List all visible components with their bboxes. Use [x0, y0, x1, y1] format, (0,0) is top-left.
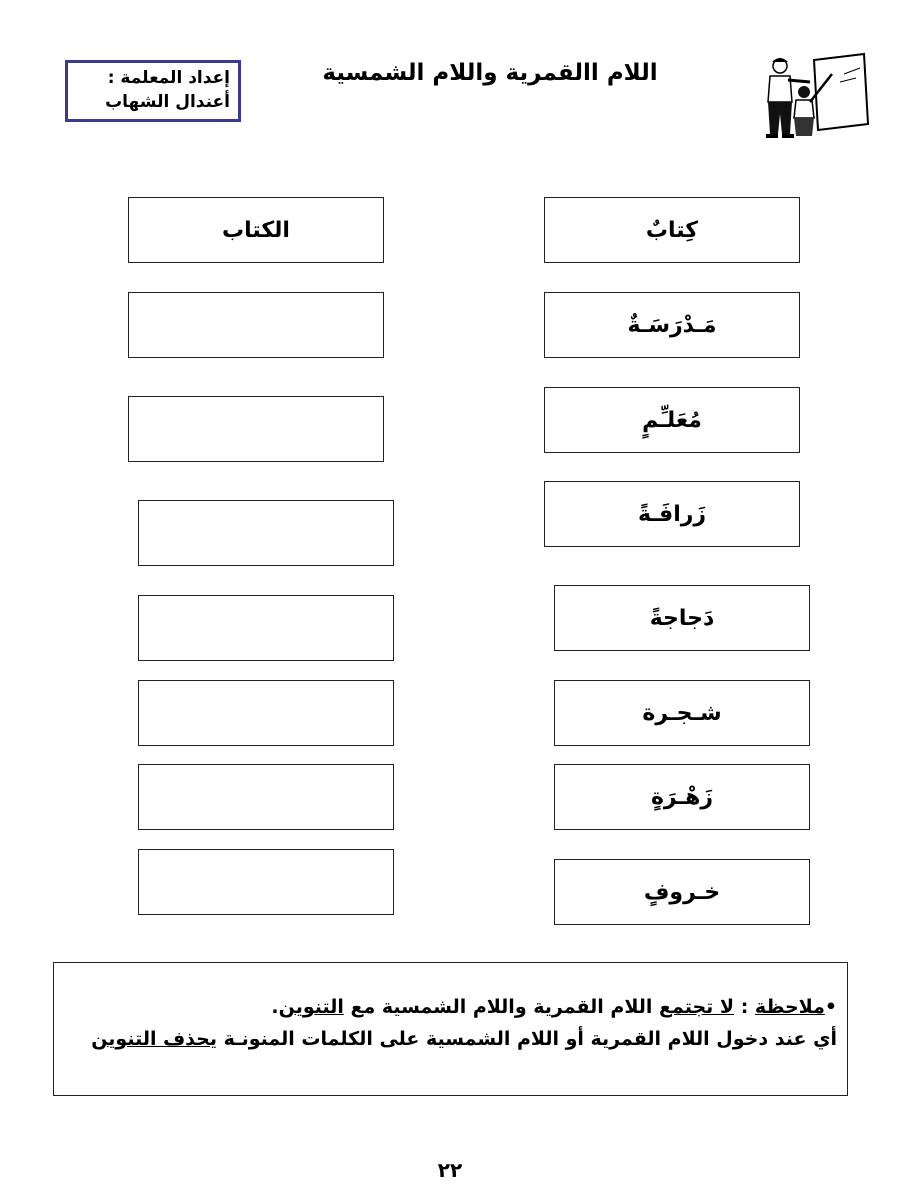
word-box-7: زَهْـرَةٍ: [554, 764, 810, 830]
note-phrase-2: التنوين: [278, 996, 344, 1018]
page-number: ٢٢: [437, 1158, 463, 1182]
word-box-3: مُعَلـِّمٍ: [544, 387, 800, 453]
note-box: [53, 962, 848, 1096]
answer-box-8[interactable]: [138, 849, 394, 915]
page-title: اللام االقمرية واللام الشمسية: [322, 60, 658, 86]
answer-box-7[interactable]: [138, 764, 394, 830]
note-text-1: اللام القمرية واللام الشمسية مع: [343, 996, 660, 1018]
note-line-1: [64, 991, 837, 1023]
bullet: •: [824, 996, 837, 1018]
author-box: [65, 60, 241, 122]
author-label: إعداد المعلمة :: [107, 68, 230, 88]
answer-box-5[interactable]: [138, 595, 394, 661]
author-name: أعندال الشهاب: [105, 92, 230, 112]
word-box-6: شـجـرة: [554, 680, 810, 746]
note-phrase-1: لا تجتمع: [659, 996, 735, 1018]
note-phrase-3: يحذف التنوين: [91, 1028, 217, 1050]
word-box-2: مَـدْرَسَـةٌ: [544, 292, 800, 358]
note-end-1: .: [271, 996, 279, 1018]
word-box-5: دَجاجةً: [554, 585, 810, 651]
answer-box-4[interactable]: [138, 500, 394, 566]
answer-box-6[interactable]: [138, 680, 394, 746]
answer-box-3[interactable]: [128, 396, 384, 462]
teacher-student-board-icon: [752, 52, 872, 142]
word-box-8: خـروفٍ: [554, 859, 810, 925]
word-box-1: كِتابٌ: [544, 197, 800, 263]
answer-box-1[interactable]: الكتاب: [128, 197, 384, 263]
note-label: ملاحظة: [754, 996, 825, 1018]
note-line-2: [64, 1023, 837, 1055]
answer-box-2[interactable]: [128, 292, 384, 358]
word-box-4: زَرافَـةً: [544, 481, 800, 547]
note-text-2: أي عند دخول اللام القمرية أو اللام الشمسية على الكلمات المنونـة: [216, 1028, 837, 1050]
note-colon: :: [734, 996, 755, 1018]
